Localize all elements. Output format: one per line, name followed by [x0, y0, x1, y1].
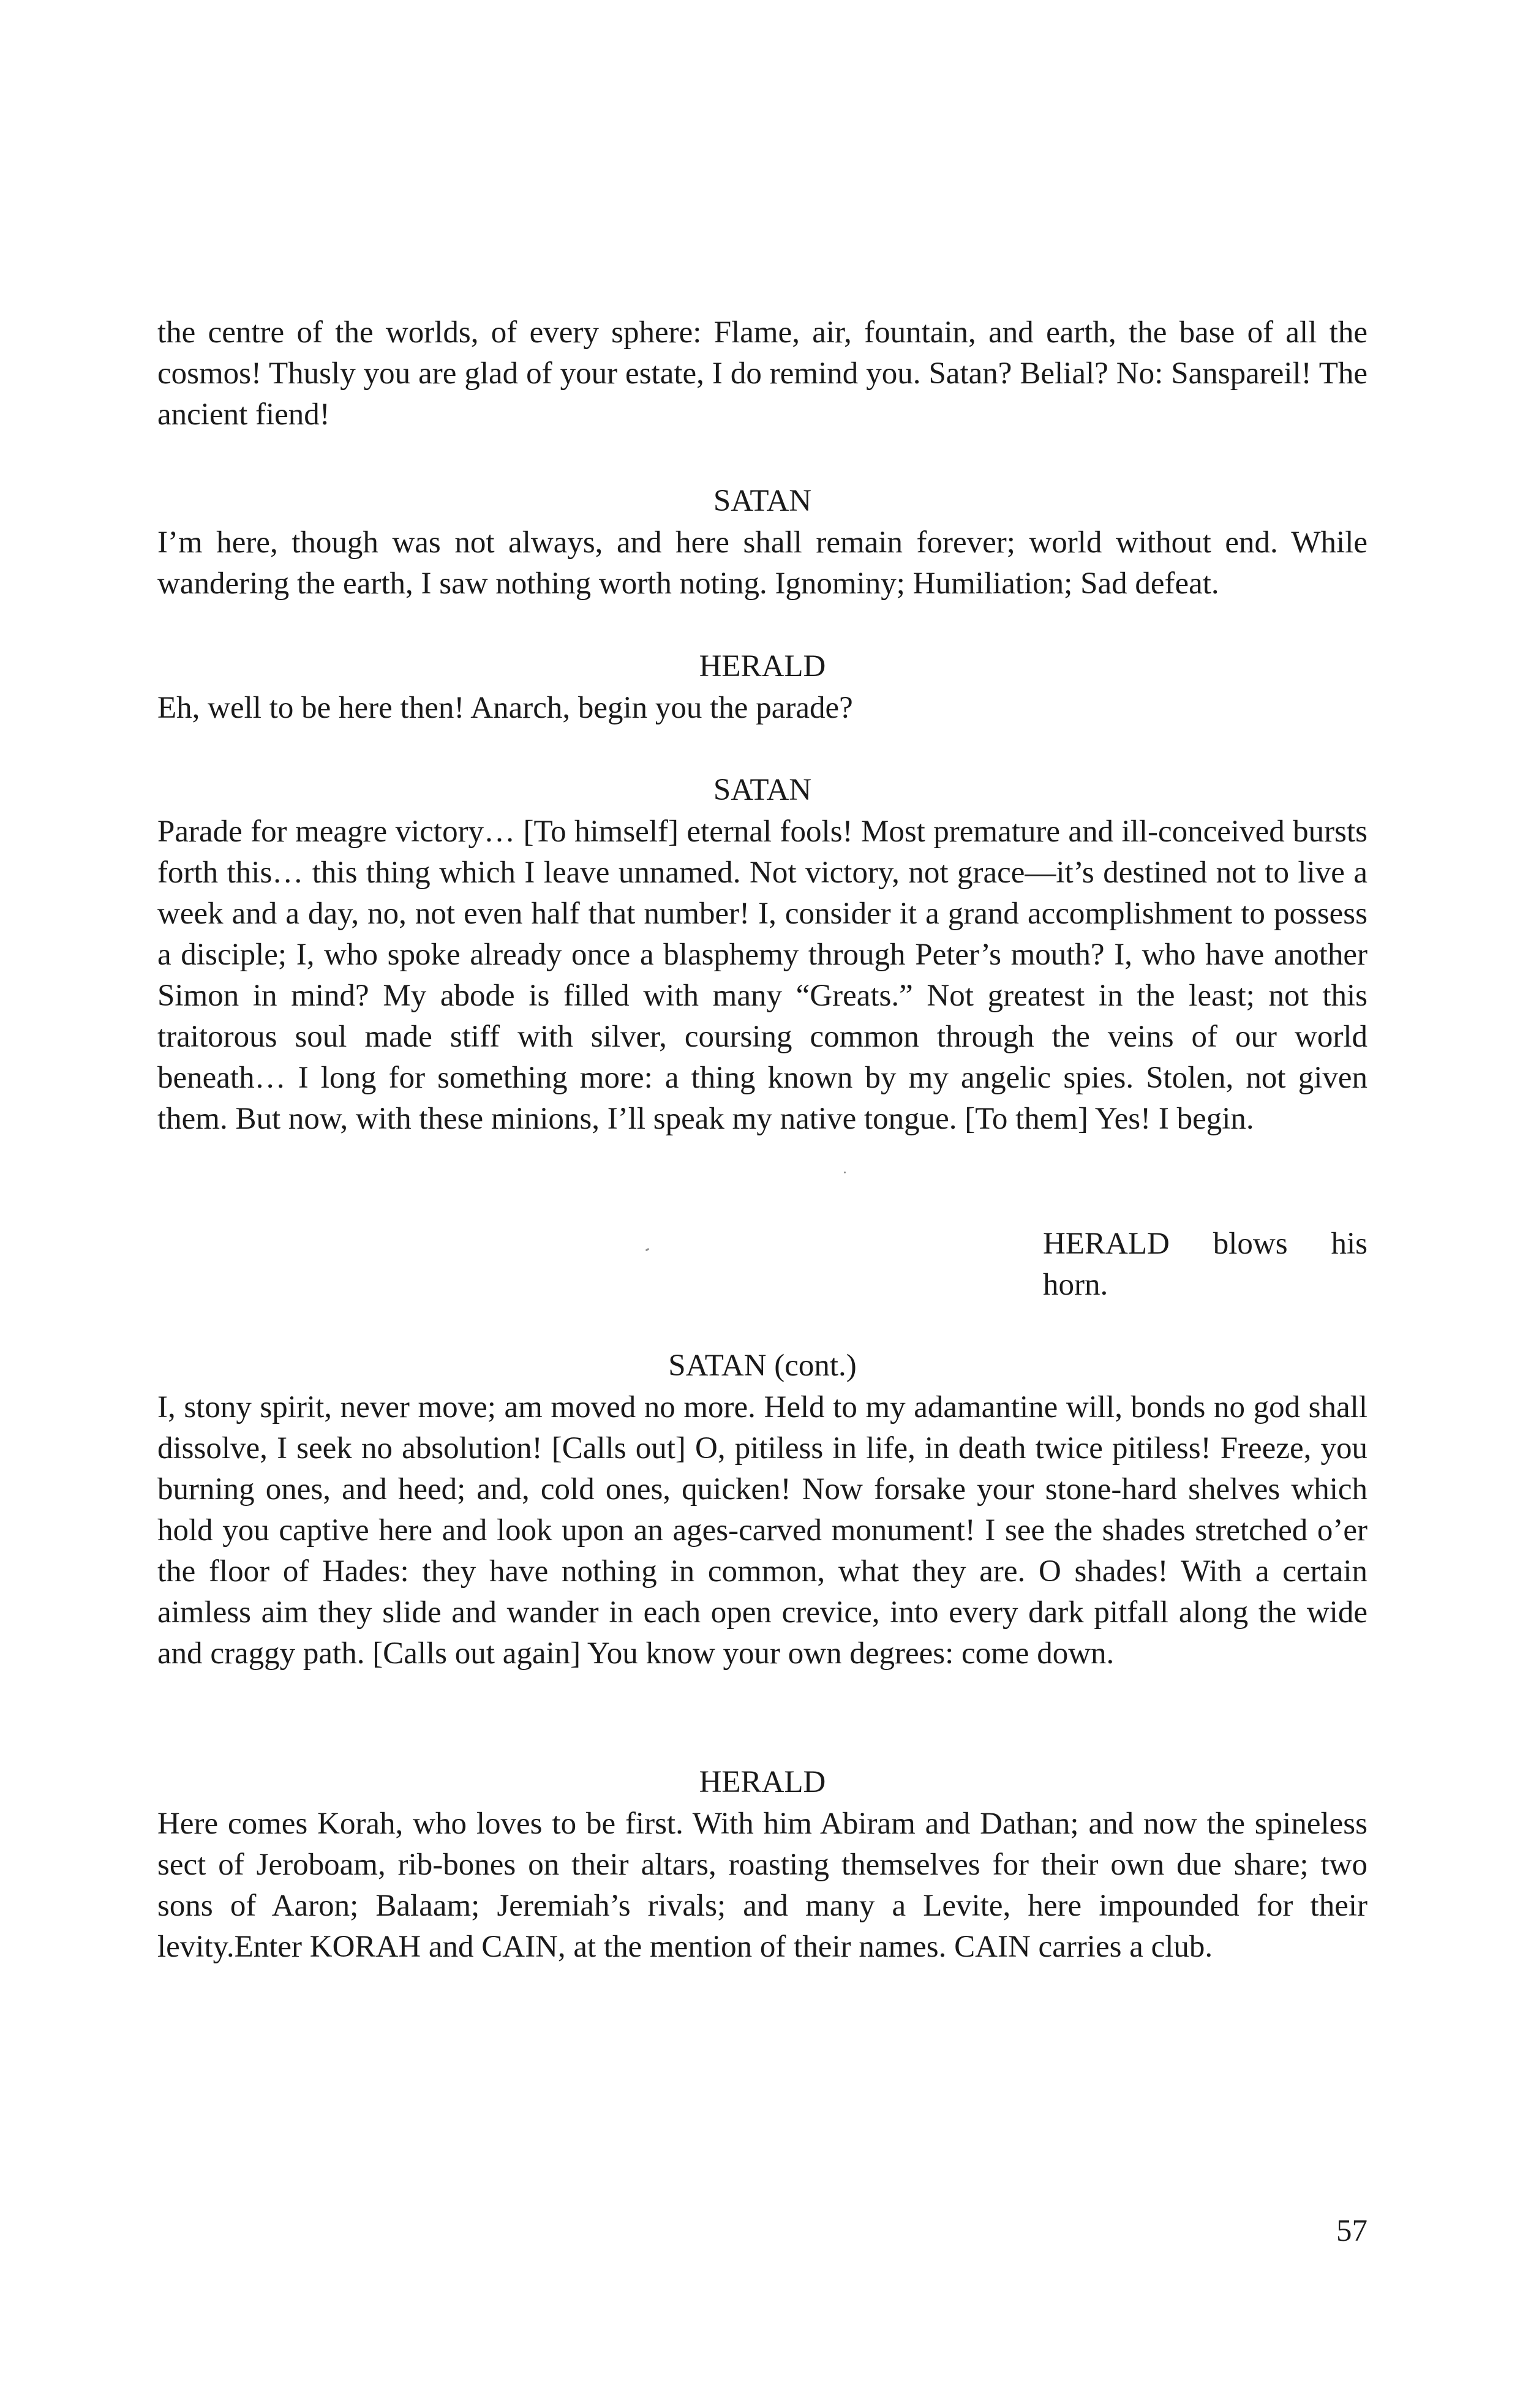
speaker-name-satan: SATAN — [713, 484, 812, 518]
scan-speck — [645, 1248, 650, 1252]
stage-direction: HERALD blows his horn. — [1043, 1227, 1367, 1302]
speaker-name-herald: HERALD — [699, 1765, 826, 1799]
speech-paragraph-5: I, stony spirit, never move; am moved no more. Held to my adamantine will, bonds no god shall dissolve, I seek no absolution! [Calls out] O, pitiless in life, in death twice pitiless! Freeze, you burning ones, and heed; and, cold ones, quicken! Now forsake your stone-hard shelves which hold you captive here and look upon an ages-carved monument! I see the shades stretched o’er the floor of Hades: they have nothing in common, what they are. O shades! With a certain aimless aim they slide and wander in each open crevice, into every dark pitfall along the wide and craggy path. [Calls out again] You know your own degrees: come down. — [157, 1390, 1367, 1671]
page-number: 57 — [1336, 2214, 1367, 2248]
speaker-name-herald: HERALD — [699, 649, 826, 683]
speaker-name-satan-cont: SATAN (cont.) — [668, 1349, 857, 1383]
speech-paragraph-6: Here comes Korah, who loves to be first. With him Abiram and Dathan; and now the spineless sect of Jeroboam, rib-bones on their altars, roasting themselves for their own due share; two sons of Aaron; Balaam; Jeremiah’s rivals; and many a Levite, here impounded for their levity.Enter KORAH and CAIN, at the mention of their names. CAIN carries a club. — [157, 1807, 1367, 1964]
speech-paragraph-3: Eh, well to be here then! Anarch, begin you the parade? — [157, 691, 853, 725]
scan-speck — [844, 1172, 846, 1173]
speech-paragraph-4: Parade for meagre victory… [To himself] eternal fools! Most premature and ill-conceived bursts forth this… this thing which I leave unnamed. Not victory, not grace—it’s destined not to live a week and a day, no, not even half that number! I, consider it a grand accomplishment to possess a disciple; I, who spoke already once a blasphemy through Peter’s mouth? I, who have another Simon in mind? My abode is filled with many “Greats.” Not greatest in the least; not this traitorous soul made stiff with silver, coursing common through the veins of our world beneath… I long for something more: a thing known by my angelic spies. Stolen, not given them. But now, with these minions, I’ll speak my native tongue. [To them] Yes! I begin. — [157, 815, 1367, 1136]
speech-paragraph-1: the centre of the worlds, of every sphere: Flame, air, fountain, and earth, the base of all the cosmos! Thusly you are glad of your estate, I do remind you. Satan? Belial? No: Sanspareil! The ancient fiend! — [157, 315, 1367, 432]
speaker-name-satan: SATAN — [713, 773, 812, 807]
speech-paragraph-2: I’m here, though was not always, and here shall remain forever; world without end. While wandering the earth, I saw nothing worth noting. Ignominy; Humiliation; Sad defeat. — [157, 525, 1367, 601]
